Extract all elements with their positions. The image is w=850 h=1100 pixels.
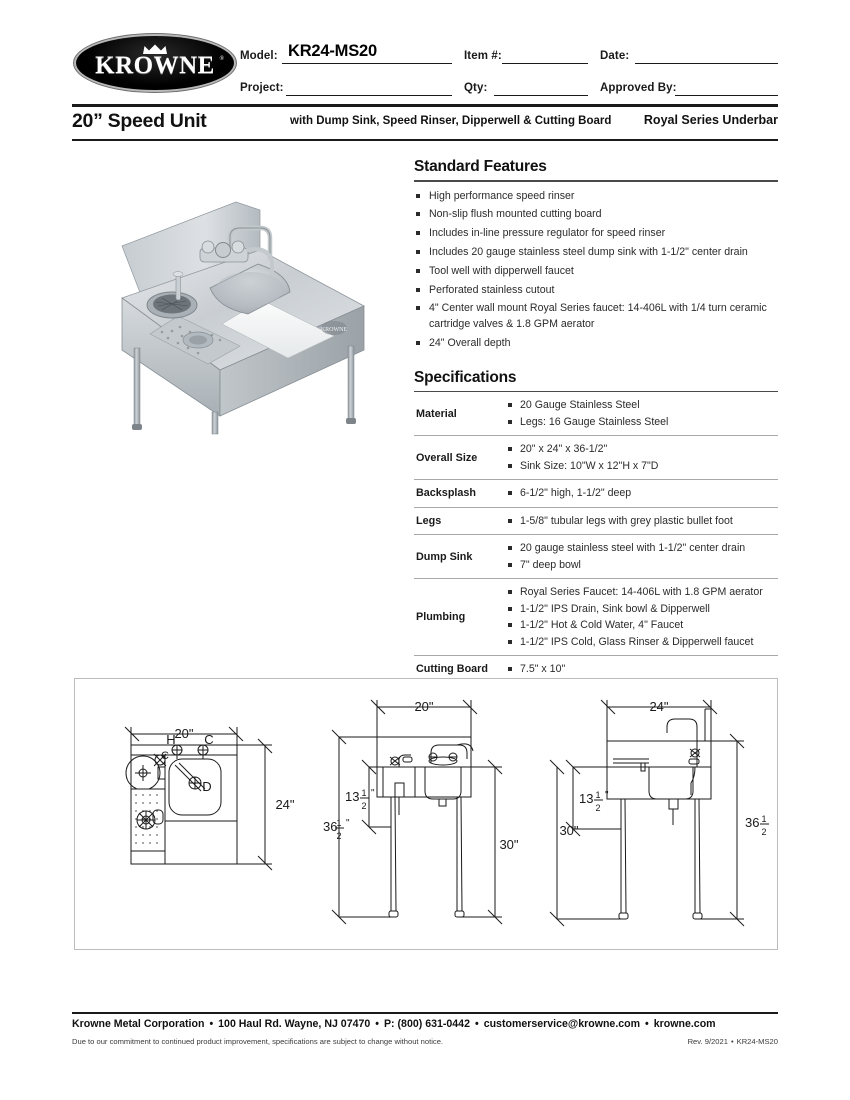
list-item: 1-5/8" tubular legs with grey plastic bullet foot	[506, 514, 778, 529]
qty-label: Qty:	[464, 82, 488, 94]
front-view-overall-whole: 36	[323, 819, 338, 834]
footer-divider	[72, 1012, 778, 1014]
spec-label: Dump Sink	[416, 550, 473, 563]
document-header	[72, 30, 778, 102]
page-subtitle: with Dump Sink, Speed Rinser, Dipperwell & Cutting Board	[290, 115, 612, 127]
side-view-overall-numerator: 1	[761, 814, 767, 824]
logo-wordmark-text: KROWNE	[95, 52, 215, 79]
side-view-overall-height-dim	[745, 814, 769, 837]
date-field-line	[635, 63, 778, 64]
front-view-work-whole: 13	[345, 789, 360, 804]
list-item: High performance speed rinser	[414, 189, 778, 205]
side-view-work-numerator: 1	[595, 790, 601, 800]
footer-email[interactable]: customerservice@krowne.com	[483, 1018, 641, 1030]
list-item: 24" Overall depth	[414, 336, 778, 352]
top-view-width-dim: 20"	[174, 726, 194, 741]
list-item: 20 Gauge Stainless Steel	[506, 398, 778, 413]
spec-label: Plumbing	[416, 611, 466, 624]
model-value[interactable]: KR24-MS20	[288, 42, 377, 60]
footer-website[interactable]: krowne.com	[653, 1018, 716, 1030]
spec-label: Backsplash	[416, 487, 477, 500]
list-item: 1-1/2" Hot & Cold Water, 4" Faucet	[506, 618, 778, 633]
top-view-cold-port-label: C	[204, 732, 214, 747]
front-view-work-denominator: 2	[361, 801, 367, 811]
footer-phone[interactable]: P: (800) 631-0442	[383, 1018, 470, 1030]
list-item: Includes 20 gauge stainless steel dump sink with 1-1/2" center drain	[414, 245, 778, 261]
list-item: 1-1/2" IPS Cold, Glass Rinser & Dipperwell faucet	[506, 635, 778, 650]
standard-features-section	[414, 158, 778, 351]
side-view-work-height-dim	[579, 790, 609, 813]
spec-values	[506, 480, 778, 508]
right-column	[414, 158, 778, 711]
specifications-section	[414, 369, 778, 711]
spec-label: Material	[416, 407, 457, 420]
side-view-work-whole: 13	[579, 791, 594, 806]
front-view-overall-denominator: 2	[336, 831, 342, 841]
spec-label: Cutting Board	[416, 663, 488, 676]
list-item: Tool well with dipperwell faucet	[414, 264, 778, 280]
header-fields	[240, 30, 778, 102]
spec-label: Legs	[416, 514, 442, 527]
front-view-overall-unit: "	[346, 818, 350, 829]
drawing-side-view	[545, 679, 773, 951]
spec-values	[506, 535, 778, 579]
header-divider	[72, 104, 778, 107]
list-item: Legs: 16 Gauge Stainless Steel	[506, 415, 778, 430]
item-field-line	[502, 63, 588, 64]
side-view-depth-dim: 24"	[649, 699, 669, 714]
logo-ellipse	[76, 36, 234, 90]
footer-revision: Rev. 9/2021	[687, 1037, 728, 1046]
product-photo	[112, 188, 374, 438]
footer-separator-icon: •	[645, 1018, 649, 1030]
project-field-line	[286, 95, 452, 96]
front-view-overall-numerator: 1	[336, 818, 342, 828]
technical-drawings-panel	[74, 678, 778, 950]
spec-values	[506, 436, 778, 480]
drawing-front-view	[319, 679, 537, 951]
top-view-depth-dim: 24"	[275, 797, 295, 812]
drawing-top-view	[97, 679, 309, 951]
footer-separator-icon: •	[209, 1018, 214, 1030]
specifications-table	[414, 391, 778, 711]
side-view-overall-whole: 36	[745, 815, 760, 830]
spec-values	[506, 579, 778, 656]
series-label: Royal Series Underbar	[643, 113, 778, 127]
table-row	[414, 535, 778, 579]
footer-model-ref: KR24-MS20	[736, 1037, 778, 1046]
list-item: Perforated stainless cutout	[414, 283, 778, 299]
list-item: Sink Size: 10"W x 12"H x 7"D	[506, 459, 778, 474]
spec-label: Overall Size	[416, 451, 478, 464]
footer-separator-icon: •	[730, 1037, 734, 1046]
footer-revision-block	[688, 1037, 778, 1046]
table-row	[414, 392, 778, 436]
top-view-cold-port-label-2: C	[161, 750, 169, 762]
title-divider	[72, 139, 778, 141]
table-row	[414, 579, 778, 656]
footer-company: Krowne Metal Corporation	[72, 1018, 205, 1030]
trademark-icon: ®	[219, 56, 224, 62]
list-item: 4" Center wall mount Royal Series faucet: 14-406L with 1/4 turn ceramic cartridge valves & 1.8 GPM aerator	[414, 301, 778, 332]
front-view-work-numerator: 1	[361, 788, 367, 798]
list-item: 20" x 24" x 36-1/2"	[506, 442, 778, 457]
features-list	[414, 189, 778, 352]
header-row-2	[240, 74, 778, 96]
side-view-overall-denominator: 2	[761, 827, 767, 837]
footer-address: 100 Haul Rd. Wayne, NJ 07470	[218, 1018, 371, 1030]
front-view-width-dim: 20"	[414, 699, 434, 714]
features-heading: Standard Features	[414, 158, 547, 175]
list-item: 20 gauge stainless steel with 1-1/2" center drain	[506, 541, 778, 556]
spec-values	[506, 507, 778, 535]
list-item: Non-slip flush mounted cutting board	[414, 207, 778, 223]
side-view-leg-height-dim: 30"	[559, 823, 579, 838]
table-row	[414, 436, 778, 480]
footer-separator-icon: •	[375, 1018, 379, 1030]
front-view-leg-height-dim: 30"	[499, 837, 519, 852]
front-view-work-height-dim	[345, 788, 375, 811]
svg-text:KROWNE: KROWNE	[320, 327, 348, 333]
front-view-overall-height-dim	[323, 818, 350, 841]
list-item: Includes in-line pressure regulator for speed rinser	[414, 226, 778, 242]
list-item: Royal Series Faucet: 14-406L with 1.8 GPM aerator	[506, 585, 778, 600]
list-item: 7" deep bowl	[506, 558, 778, 573]
list-item: 6-1/2" high, 1-1/2" deep	[506, 486, 778, 501]
top-view-hot-port-label: H	[166, 732, 176, 747]
table-row	[414, 507, 778, 535]
features-heading-rule	[414, 180, 778, 182]
table-row	[414, 480, 778, 508]
footer-separator-icon: •	[474, 1018, 479, 1030]
front-view-work-unit: "	[371, 788, 375, 799]
page-title: 20” Speed Unit	[72, 110, 207, 132]
qty-field-line	[494, 95, 588, 96]
side-view-work-denominator: 2	[595, 803, 601, 813]
list-item: 1-1/2" IPS Drain, Sink bowl & Dipperwell	[506, 602, 778, 617]
date-label: Date:	[600, 50, 630, 62]
list-item: 7.5" x 10"	[506, 662, 778, 677]
spec-values	[506, 392, 778, 436]
top-view-drain-port-label: D	[202, 779, 212, 794]
model-field-line	[282, 63, 452, 64]
approved-by-label: Approved By:	[600, 82, 677, 94]
model-label: Model:	[240, 50, 278, 62]
footer-contact	[72, 1018, 778, 1030]
project-label: Project:	[240, 82, 284, 94]
specifications-heading: Specifications	[414, 369, 517, 387]
krowne-logo	[76, 36, 234, 90]
footer-disclaimer: Due to our commitment to continued product improvement, specifications are subject to change without notice.	[72, 1037, 444, 1046]
item-label: Item #:	[464, 50, 502, 62]
header-row-1	[240, 42, 778, 64]
logo-wordmark	[76, 53, 234, 79]
approved-by-field-line	[675, 95, 778, 96]
product-title-bar	[72, 110, 778, 138]
side-view-work-unit: "	[605, 790, 609, 801]
